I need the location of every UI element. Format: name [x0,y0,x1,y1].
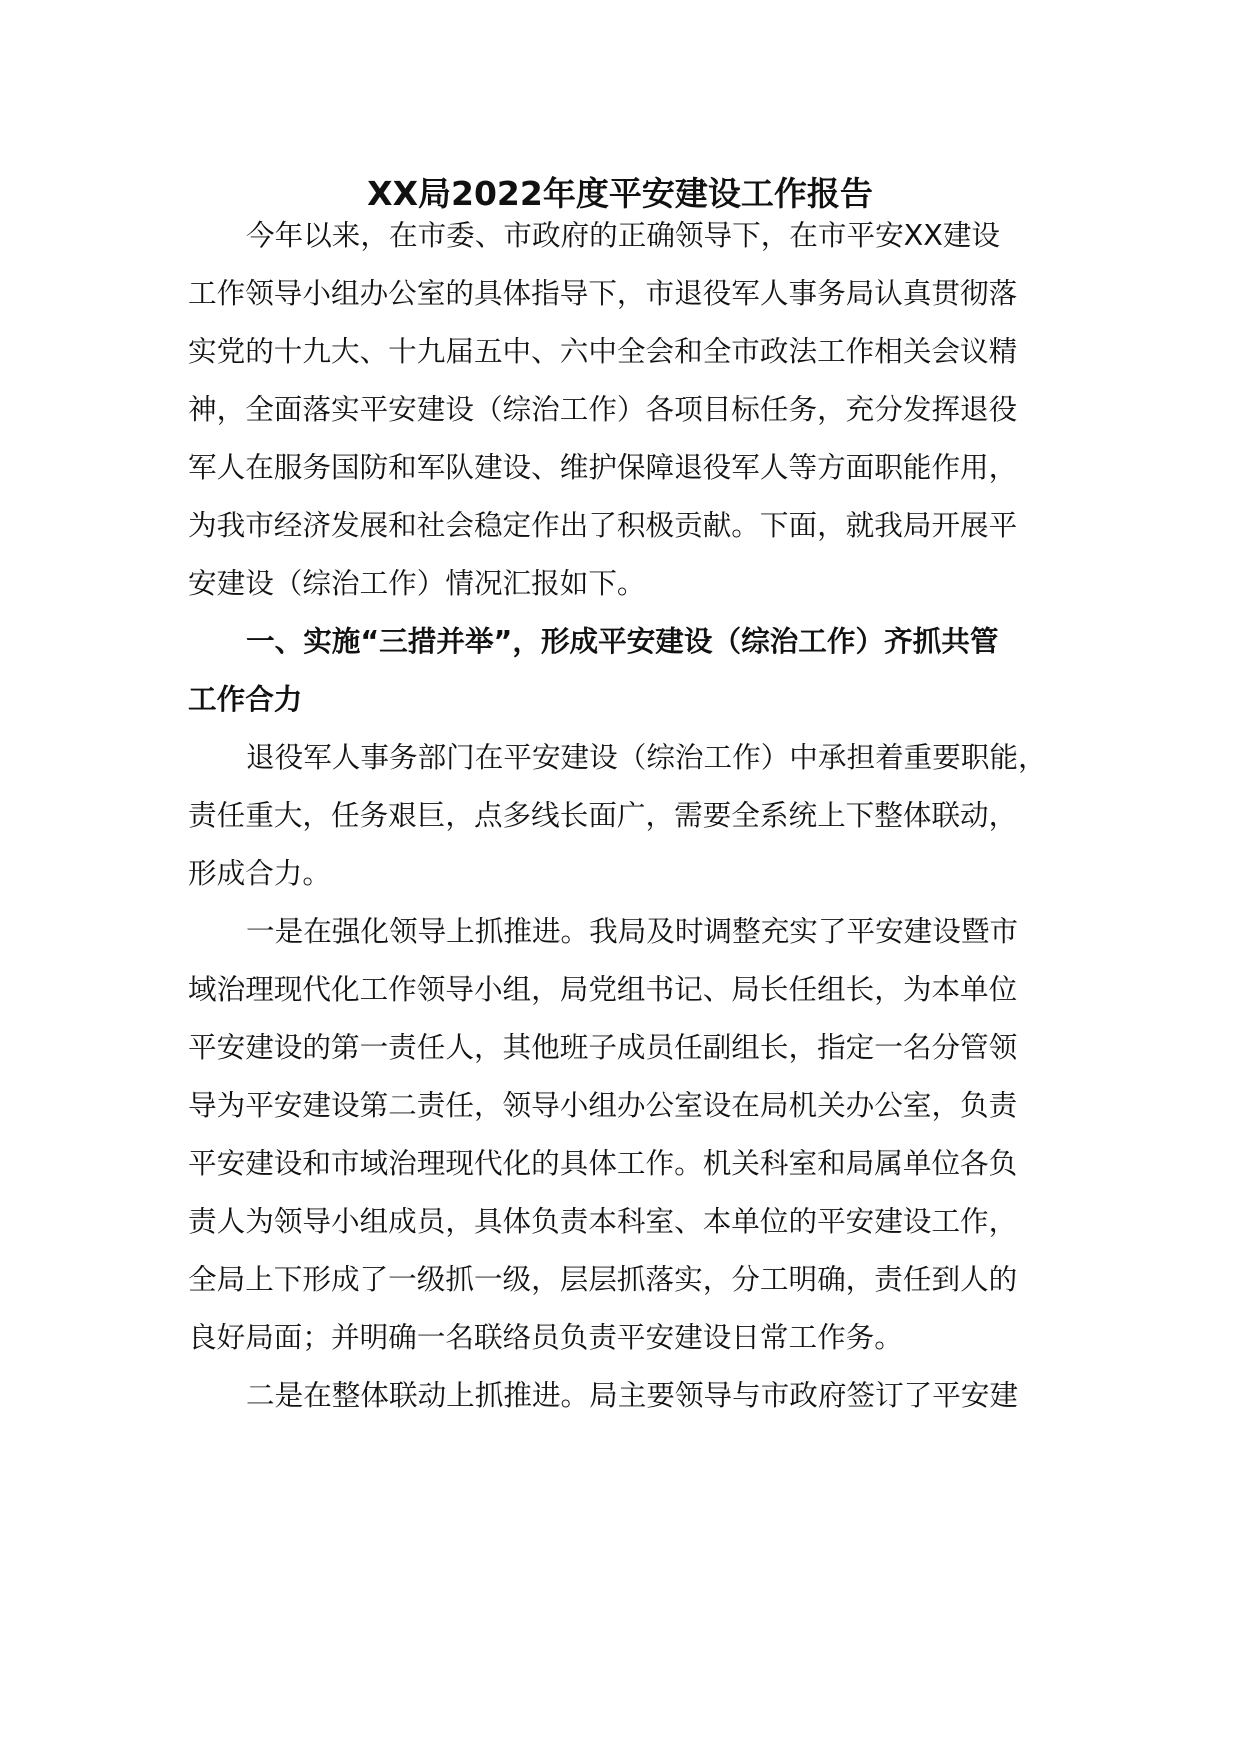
paragraph-1-line-1: 今年以来，在市委、市政府的正确领导下，在市平安XX建设 [246,218,1001,252]
paragraph-1-line-6: 为我市经济发展和社会稳定作出了积极贡献。下面，就我局开展平 [188,508,1018,542]
paragraph-3-line-8: 良好局面；并明确一名联络员负责平安建设日常工作务。 [188,1320,903,1354]
paragraph-3-line-5: 平安建设和市域治理现代化的具体工作。机关科室和局属单位各负 [188,1146,1018,1180]
paragraph-3-line-7: 全局上下形成了一级抓一级，层层抓落实，分工明确，责任到人的 [188,1262,1018,1296]
paragraph-3-line-2: 域治理现代化工作领导小组，局党组书记、局长任组长，为本单位 [188,972,1018,1006]
paragraph-3-line-1: 一是在强化领导上抓推进。我局及时调整充实了平安建设暨市 [246,914,1019,948]
section-heading-line-1: 一、实施“三措并举”，形成平安建设（综治工作）齐抓共管 [246,624,999,658]
paragraph-3-line-3: 平安建设的第一责任人，其他班子成员任副组长，指定一名分管领 [188,1030,1018,1064]
paragraph-3-line-6: 责人为领导小组成员，具体负责本科室、本单位的平安建设工作， [188,1204,1018,1238]
paragraph-1-line-2: 工作领导小组办公室的具体指导下，市退役军人事务局认真贯彻落 [188,276,1018,310]
document-page [188,0,1068,1754]
section-heading-line-2: 工作合力 [188,682,303,716]
paragraph-1-line-3: 实党的十九大、十九届五中、六中全会和全市政法工作相关会议精 [188,334,1018,368]
paragraph-3-line-4: 导为平安建设第二责任，领导小组办公室设在局机关办公室，负责 [188,1088,1018,1122]
paragraph-2-line-2: 责任重大，任务艰巨，点多线长面广，需要全系统上下整体联动， [188,798,1018,832]
paragraph-1-line-7: 安建设（综治工作）情况汇报如下。 [188,566,646,600]
paragraph-2-line-3: 形成合力。 [188,856,331,890]
paragraph-1-line-5: 军人在服务国防和军队建设、维护保障退役军人等方面职能作用， [188,450,1018,484]
paragraph-1-line-4: 神，全面落实平安建设（综治工作）各项目标任务，充分发挥退役 [188,392,1018,426]
paragraph-2-line-1: 退役军人事务部门在平安建设（综治工作）中承担着重要职能， [246,740,1047,774]
document-title: XX局2022年度平安建设工作报告 [367,174,873,213]
paragraph-4-line-1: 二是在整体联动上抓推进。局主要领导与市政府签订了平安建 [246,1378,1019,1412]
